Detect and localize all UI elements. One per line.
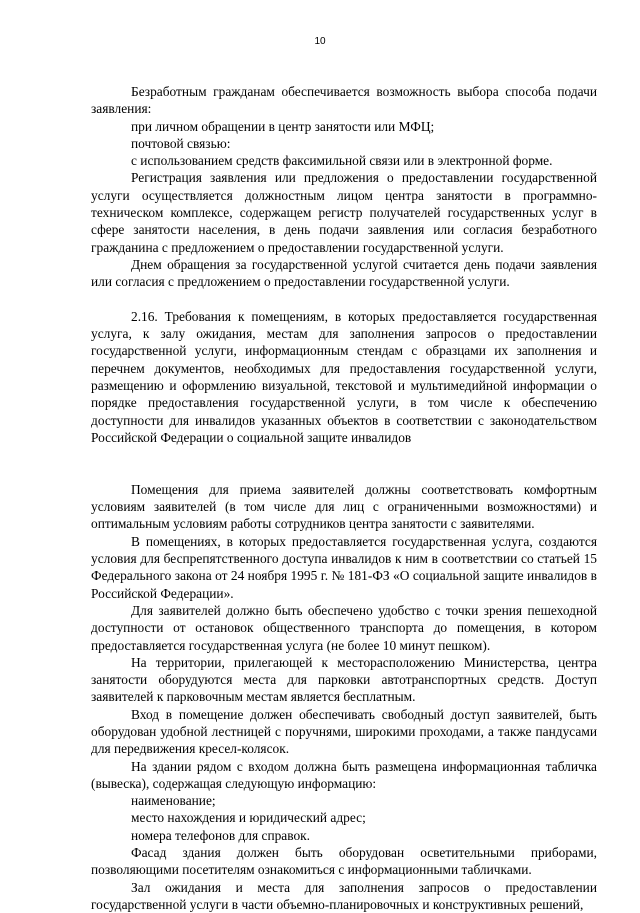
paragraph-registration: Регистрация заявления или предложения о предоставлении государственной услуги осуществляется должностным лицом центра занятости в программно-техническом комплексе, содержащем регистр получателей государственных услуг в сфере занятости населения, в день подачи заявления или согласия безработного гражданина с предложением о предоставлении государственной услуги. bbox=[91, 170, 597, 255]
list-item-phones: номера телефонов для справок. bbox=[131, 827, 311, 843]
paragraph-premises: Помещения для приема заявителей должны соответствовать комфортным условиям заявителей (в том числе для лиц с ограниченными возможностями) и оптимальным условиям работы сотрудников центра занятости с заявителями. bbox=[91, 481, 597, 532]
spacer bbox=[91, 446, 597, 463]
paragraph-parking: На территории, прилегающей к месторасположению Министерства, центра занятости оборудуются места для парковки автотранспортных средств. Доступ заявителей к парковочным местам является бесплатным. bbox=[91, 654, 597, 705]
list-item-address: место нахождения и юридический адрес; bbox=[131, 810, 366, 826]
list-item-post: почтовой связью: bbox=[131, 135, 231, 151]
paragraph-choice-intro: Безработным гражданам обеспечивается возможность выбора способа подачи заявления: bbox=[91, 84, 597, 117]
paragraph-pedestrian-access: Для заявителей должно быть обеспечено удобство с точки зрения пешеходной доступности от остановок общественного транспорта до помещения, в котором предоставляется государственная услуга (не более 10 минут пешком). bbox=[91, 602, 597, 653]
paragraph-waiting-hall: Зал ожидания и места для заполнения запросов о предоставлении государственной услуги в части объемно-планировочных и конструктивных решений, bbox=[91, 879, 597, 912]
spacer bbox=[91, 464, 597, 481]
page-number: 10 bbox=[314, 36, 326, 47]
document-body bbox=[91, 83, 597, 913]
paragraph-signboard: На здании рядом с входом должна быть размещена информационная табличка (вывеска), содержащая следующую информацию: bbox=[91, 758, 597, 791]
spacer bbox=[91, 291, 597, 308]
paragraph-facade: Фасад здания должен быть оборудован осветительными приборами, позволяющими посетителям ознакомиться с информационными табличками. bbox=[91, 845, 597, 878]
paragraph-entrance: Вход в помещение должен обеспечивать свободный доступ заявителей, быть оборудован удобной лестницей с поручнями, широкими проходами, а также пандусами для передвижения кресел-колясок. bbox=[91, 706, 597, 757]
list-item-fax: с использованием средств факсимильной связи или в электронной форме. bbox=[131, 153, 553, 169]
paragraph-disabled-access: В помещениях, в которых предоставляется государственная услуга, создаются условия для беспрепятственного доступа инвалидов к ним в соответствии со статьей 15 Федерального закона от 24 ноября 1995 г. № 181-ФЗ «О социальной защите инвалидов в Российской Федерации». bbox=[91, 533, 597, 601]
section-heading-2-16: 2.16. Требования к помещениям, в которых предоставляется государственная услуга, к залу ожидания, местам для заполнения запросов о предоставлении государственной услуги, информационным стендам с образцами их заполнения и перечнем документов, необходимых для предоставления государственной услуги, размещению и оформлению визуальной, текстовой и мультимедийной информации о порядке предоставления государственной услуги, в том числе к обеспечению доступности для инвалидов указанных объектов в соответствии с законодательством Российской Федерации о социальной защите инвалидов bbox=[91, 308, 597, 445]
paragraph-application-day: Днем обращения за государственной услугой считается день подачи заявления или согласия с предложением о предоставлении государственной услуги. bbox=[91, 256, 597, 290]
list-item-name: наименование; bbox=[131, 793, 216, 809]
list-item-personal: при личном обращении в центр занятости или МФЦ; bbox=[131, 118, 435, 134]
